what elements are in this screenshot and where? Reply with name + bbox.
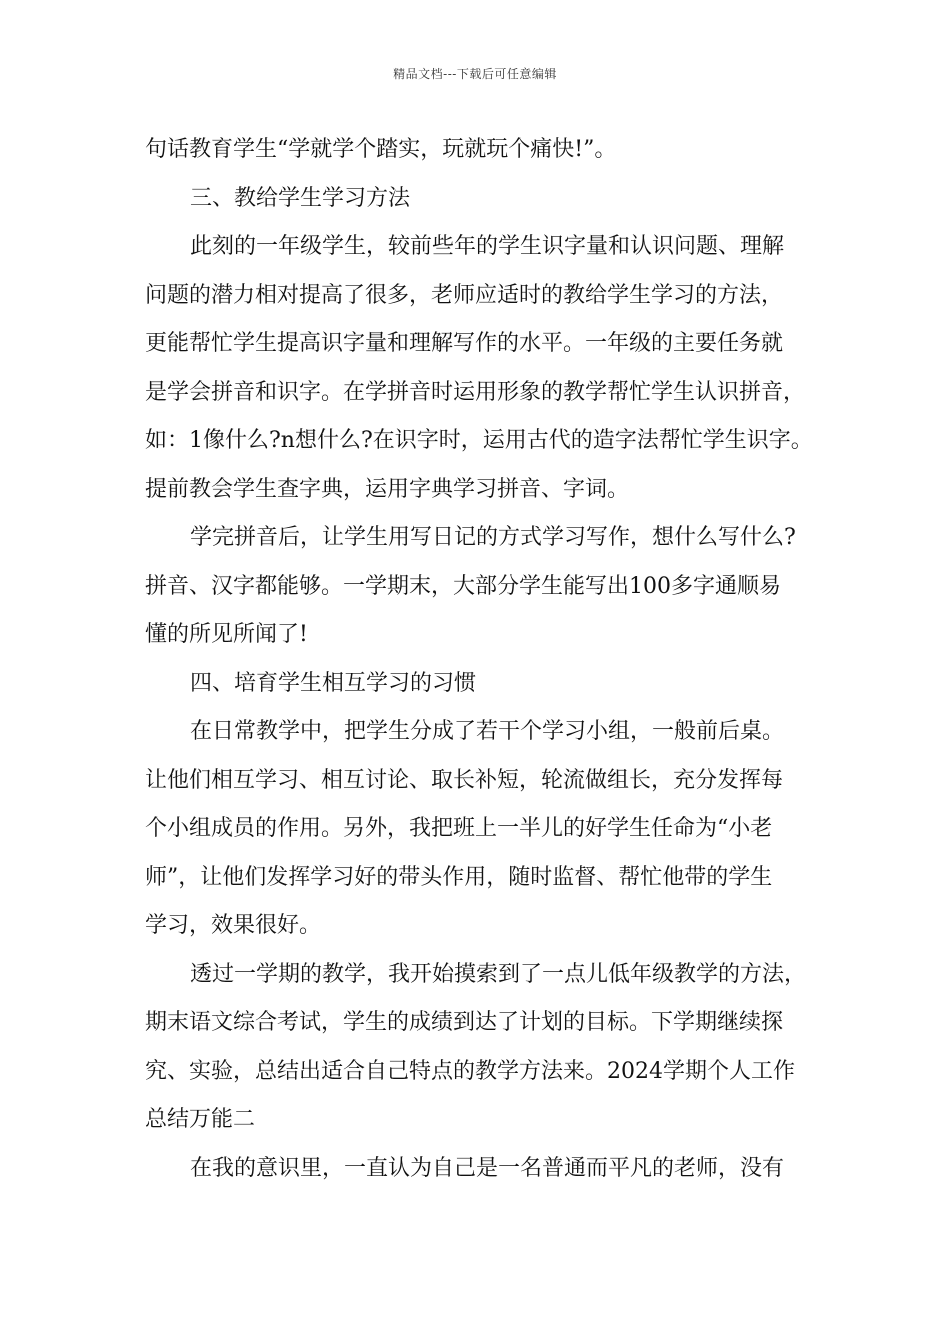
text-line: 句话教育学生“学就学个踏实，玩就玩个痛快!”。 xyxy=(145,137,617,162)
text-line: 拼音、汉字都能够。一学期末，大部分学生能写出100多字通顺易 xyxy=(145,573,781,599)
text-line: 问题的潜力相对提高了很多，老师应适时的教给学生学习的方法， xyxy=(145,282,784,308)
text-line: 总结万能二 xyxy=(145,1107,256,1132)
text-line: 透过一学期的教学，我开始摸索到了一点儿低年级教学的方法， xyxy=(190,961,807,987)
text-line: 更能帮忙学生提高识字量和理解写作的水平。一年级的主要任务就 xyxy=(145,331,784,356)
text-line: 如：1像什么?n想什么?在识字时，运用古代的造字法帮忙学生识字。 xyxy=(145,428,813,453)
text-line: 是学会拼音和识字。在学拼音时运用形象的教学帮忙学生认识拼音， xyxy=(145,379,806,405)
paragraph-6 xyxy=(145,1145,809,1194)
text-line: 三、教给学生学习方法 xyxy=(190,185,411,211)
paragraph-1 xyxy=(145,126,809,175)
document-body xyxy=(145,126,813,1193)
paragraph-5 xyxy=(145,951,809,1000)
text-line: 学习，效果很好。 xyxy=(145,913,322,938)
paragraph-5-cont xyxy=(145,999,809,1145)
text-line: 让他们相互学习、相互讨论、取长补短，轮流做组长，充分发挥每 xyxy=(145,767,784,793)
text-line: 学完拼音后，让学生用写日记的方式学习写作，想什么写什么? xyxy=(190,525,796,550)
text-line: 在日常教学中，把学生分成了若干个学习小组，一般前后桌。 xyxy=(190,719,785,744)
text-line: 期末语文综合考试，学生的成绩到达了计划的目标。下学期继续探 xyxy=(145,1010,784,1035)
paragraph-4 xyxy=(145,708,809,757)
section-heading-4 xyxy=(145,660,809,709)
paragraph-3 xyxy=(145,514,809,563)
text-line: 懂的所见所闻了! xyxy=(145,622,308,647)
paragraph-3-cont xyxy=(145,563,809,660)
text-line: 究、实验，总结出适合自己特点的教学方法来。2024学期个人工作 xyxy=(145,1058,795,1084)
text-line: 此刻的一年级学生，较前些年的学生识字量和认识问题、理解 xyxy=(190,234,785,259)
paragraph-4-cont xyxy=(145,757,809,951)
text-line: 四、培育学生相互学习的习惯 xyxy=(190,670,477,696)
text-line: 在我的意识里，一直认为自己是一名普通而平凡的老师，没有 xyxy=(190,1155,785,1181)
paragraph-2-cont xyxy=(145,272,813,515)
text-line: 师”，让他们发挥学习好的带头作用，随时监督、帮忙他带的学生 xyxy=(145,864,773,890)
text-line: 提前教会学生查字典，运用字典学习拼音、字词。 xyxy=(145,476,630,502)
page-header: 精品文档---下载后可任意编辑 xyxy=(393,67,557,81)
text-line: 个小组成员的作用。另外，我把班上一半儿的好学生任命为“小老 xyxy=(145,816,773,841)
section-heading-3 xyxy=(145,175,809,224)
paragraph-2 xyxy=(145,223,809,272)
